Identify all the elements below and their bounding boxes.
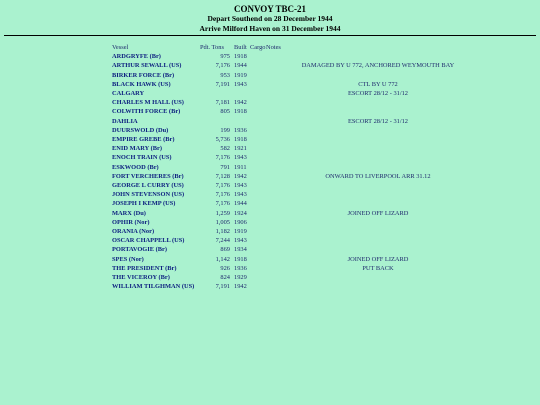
built-year-cell: 1918 bbox=[234, 136, 247, 144]
table-row bbox=[112, 89, 490, 98]
table-row bbox=[112, 181, 490, 190]
table-row bbox=[112, 117, 490, 126]
tons-cell: 975 bbox=[220, 53, 230, 61]
cargo-cell bbox=[250, 126, 266, 135]
built-year-cell: 1934 bbox=[234, 246, 247, 254]
notes-cell bbox=[266, 282, 490, 291]
notes-cell bbox=[266, 98, 490, 107]
vessel-name-cell: DAHLIA bbox=[112, 117, 138, 125]
vessel-name-cell: JOSEPH I KEMP (US) bbox=[112, 200, 176, 208]
tons-cell: 7,176 bbox=[215, 182, 230, 190]
cargo-cell bbox=[250, 172, 266, 181]
notes-cell bbox=[266, 153, 490, 162]
notes-cell: JOINED OFF LIZARD bbox=[347, 209, 409, 217]
cargo-cell bbox=[250, 71, 266, 80]
table-row bbox=[112, 236, 490, 245]
table-row bbox=[112, 199, 490, 208]
notes-cell bbox=[266, 218, 490, 227]
table-row bbox=[112, 107, 490, 116]
cargo-cell bbox=[250, 89, 266, 98]
column-header-vessel: Vessel bbox=[112, 44, 129, 51]
vessel-name-cell: COLWITH FORCE (Br) bbox=[112, 108, 181, 116]
vessel-name-cell: JOHN STEVENSON (US) bbox=[112, 191, 185, 199]
vessel-name-cell: SPES (Nor) bbox=[112, 255, 144, 263]
vessel-name-cell: DUURSWOLD (Du) bbox=[112, 126, 169, 134]
cargo-cell bbox=[250, 52, 266, 61]
notes-cell bbox=[266, 135, 490, 144]
notes-cell bbox=[266, 236, 490, 245]
built-year-cell: 1919 bbox=[234, 228, 247, 236]
vessel-name-cell: BLACK HAWK (US) bbox=[112, 80, 171, 88]
vessel-name-cell: MARX (Du) bbox=[112, 209, 146, 217]
cargo-cell bbox=[250, 144, 266, 153]
vessel-name-cell: ENOCH TRAIN (US) bbox=[112, 154, 172, 162]
vessel-name-cell: GEORGE L CURRY (US) bbox=[112, 182, 184, 190]
tons-cell: 7,128 bbox=[215, 172, 230, 180]
tons-cell: 926 bbox=[220, 264, 230, 272]
arrival-line: Arrive Milford Haven on 31 December 1944 bbox=[199, 24, 341, 33]
table-row bbox=[112, 218, 490, 227]
notes-cell: ONWARD TO LIVERPOOL ARR 31.12 bbox=[325, 172, 431, 180]
cargo-cell bbox=[250, 264, 266, 273]
cargo-cell bbox=[250, 163, 266, 172]
table-row bbox=[112, 98, 490, 107]
cargo-cell bbox=[250, 98, 266, 107]
notes-cell bbox=[266, 273, 490, 282]
vessel-name-cell: FORT VERCHERES (Br) bbox=[112, 172, 184, 180]
built-year-cell: 1919 bbox=[234, 71, 247, 79]
column-header-notes: Notes bbox=[266, 44, 281, 51]
built-year-cell: 1911 bbox=[234, 163, 247, 171]
tons-cell: 7,244 bbox=[215, 237, 230, 245]
tons-cell: 7,191 bbox=[215, 283, 230, 291]
built-year-cell: 1944 bbox=[234, 62, 247, 70]
cargo-cell bbox=[250, 282, 266, 291]
tons-cell: 824 bbox=[220, 274, 230, 282]
table-row bbox=[112, 255, 490, 264]
cargo-cell bbox=[250, 190, 266, 199]
tons-cell: 1,142 bbox=[215, 255, 230, 263]
vessel-name-cell: ARDGRYFE (Br) bbox=[112, 53, 161, 61]
table-row bbox=[112, 227, 490, 236]
notes-cell bbox=[266, 227, 490, 236]
table-row bbox=[112, 80, 490, 89]
tons-cell: 1,259 bbox=[215, 209, 230, 217]
table-row bbox=[112, 209, 490, 218]
vessel-name-cell: THE VICEROY (Br) bbox=[112, 274, 170, 282]
built-year-cell: 1942 bbox=[234, 172, 247, 180]
vessel-name-cell: CALGARY bbox=[112, 90, 145, 98]
built-year-cell: 1942 bbox=[234, 283, 247, 291]
tons-cell: 582 bbox=[220, 145, 230, 153]
vessel-name-cell: OSCAR CHAPPELL (US) bbox=[112, 237, 185, 245]
table-row bbox=[112, 153, 490, 162]
built-year-cell: 1943 bbox=[234, 182, 247, 190]
built-year-cell: 1929 bbox=[234, 274, 247, 282]
built-year-cell: 1943 bbox=[234, 191, 247, 199]
notes-cell bbox=[266, 144, 490, 153]
cargo-cell bbox=[250, 227, 266, 236]
table-row bbox=[112, 52, 490, 61]
built-year-cell: 1944 bbox=[234, 200, 247, 208]
tons-cell: 7,176 bbox=[215, 200, 230, 208]
cargo-cell bbox=[250, 273, 266, 282]
tons-cell: 7,181 bbox=[215, 99, 230, 107]
cargo-cell bbox=[250, 153, 266, 162]
notes-cell bbox=[266, 126, 490, 135]
tons-cell: 805 bbox=[220, 108, 230, 116]
tons-cell: 869 bbox=[220, 246, 230, 254]
tons-cell: 5,736 bbox=[215, 136, 230, 144]
tons-cell: 1,182 bbox=[215, 228, 230, 236]
vessel-name-cell: ORANIA (Nor) bbox=[112, 228, 155, 236]
table-row bbox=[112, 144, 490, 153]
table-row bbox=[112, 273, 490, 282]
table-row bbox=[112, 190, 490, 199]
cargo-cell bbox=[250, 135, 266, 144]
built-year-cell: 1943 bbox=[234, 80, 247, 88]
cargo-cell bbox=[250, 80, 266, 89]
notes-cell: DAMAGED BY U 772, ANCHORED WEYMOUTH BAY bbox=[301, 62, 455, 70]
tons-cell bbox=[200, 117, 233, 126]
tons-cell: 791 bbox=[220, 163, 230, 171]
notes-cell bbox=[266, 107, 490, 116]
built-year-cell: 1918 bbox=[234, 108, 247, 116]
vessel-name-cell: OPHIR (Nor) bbox=[112, 218, 150, 226]
header-divider bbox=[4, 35, 536, 36]
table-row bbox=[112, 163, 490, 172]
cargo-cell bbox=[250, 209, 266, 218]
built-year-cell: 1924 bbox=[234, 209, 247, 217]
built-year-cell: 1942 bbox=[234, 99, 247, 107]
cargo-cell bbox=[250, 181, 266, 190]
notes-cell bbox=[266, 199, 490, 208]
vessel-name-cell: ENID MARY (Br) bbox=[112, 145, 162, 153]
tons-cell: 7,176 bbox=[215, 62, 230, 70]
tons-cell bbox=[200, 89, 233, 98]
tons-cell: 1,005 bbox=[215, 218, 230, 226]
notes-cell bbox=[266, 52, 490, 61]
column-header-tons: Pdt. Tons bbox=[200, 44, 224, 51]
table-row bbox=[112, 61, 490, 70]
built-year-cell: 1936 bbox=[234, 126, 247, 134]
built-year-cell: 1918 bbox=[234, 53, 247, 61]
built-year-cell bbox=[233, 89, 250, 98]
vessel-name-cell: THE PRESIDENT (Br) bbox=[112, 264, 177, 272]
notes-cell bbox=[266, 181, 490, 190]
cargo-cell bbox=[250, 236, 266, 245]
convoy-table-body bbox=[112, 52, 490, 291]
table-row bbox=[112, 245, 490, 254]
vessel-name-cell: ESKWOOD (Br) bbox=[112, 163, 159, 171]
convoy-title: CONVOY TBC-21 bbox=[233, 4, 307, 14]
built-year-cell bbox=[233, 117, 250, 126]
cargo-cell bbox=[250, 245, 266, 254]
table-row bbox=[112, 135, 490, 144]
tons-cell: 7,176 bbox=[215, 191, 230, 199]
built-year-cell: 1943 bbox=[234, 154, 247, 162]
vessel-name-cell: WILLIAM TILGHMAN (US) bbox=[112, 283, 195, 291]
column-header-built: Built bbox=[234, 44, 247, 51]
notes-cell: JOINED OFF LIZARD bbox=[347, 255, 409, 263]
cargo-cell bbox=[250, 218, 266, 227]
departure-line: Depart Southend on 28 December 1944 bbox=[207, 14, 333, 23]
built-year-cell: 1943 bbox=[234, 237, 247, 245]
page-header bbox=[0, 4, 540, 34]
table-header-row bbox=[112, 43, 490, 52]
cargo-cell bbox=[250, 255, 266, 264]
cargo-cell bbox=[250, 107, 266, 116]
tons-cell: 7,176 bbox=[215, 154, 230, 162]
notes-cell bbox=[266, 163, 490, 172]
tons-cell: 953 bbox=[220, 71, 230, 79]
vessel-name-cell: EMPIRE GREBE (Br) bbox=[112, 136, 175, 144]
built-year-cell: 1906 bbox=[234, 218, 247, 226]
tons-cell: 199 bbox=[220, 126, 230, 134]
convoy-table bbox=[112, 43, 490, 291]
built-year-cell: 1936 bbox=[234, 264, 247, 272]
notes-cell bbox=[266, 71, 490, 80]
notes-cell: ESCORT 28/12 - 31/12 bbox=[347, 117, 409, 125]
cargo-cell bbox=[250, 61, 266, 70]
column-header-cargo: Cargo bbox=[250, 44, 266, 51]
table-row bbox=[112, 126, 490, 135]
table-row bbox=[112, 264, 490, 273]
vessel-name-cell: PORTAVOGIE (Br) bbox=[112, 246, 167, 254]
vessel-name-cell: CHARLES M HALL (US) bbox=[112, 99, 184, 107]
notes-cell: ESCORT 28/12 - 31/12 bbox=[347, 90, 409, 98]
tons-cell: 7,191 bbox=[215, 80, 230, 88]
table-row bbox=[112, 282, 490, 291]
table-row bbox=[112, 71, 490, 80]
vessel-name-cell: BIRKER FORCE (Br) bbox=[112, 71, 175, 79]
vessel-name-cell: ARTHUR SEWALL (US) bbox=[112, 62, 182, 70]
table-row bbox=[112, 172, 490, 181]
built-year-cell: 1918 bbox=[234, 255, 247, 263]
notes-cell: PUT BACK bbox=[362, 264, 394, 272]
built-year-cell: 1921 bbox=[234, 145, 247, 153]
notes-cell bbox=[266, 190, 490, 199]
notes-cell bbox=[266, 245, 490, 254]
notes-cell: CTL BY U 772 bbox=[358, 80, 398, 88]
cargo-cell bbox=[250, 117, 266, 126]
cargo-cell bbox=[250, 199, 266, 208]
